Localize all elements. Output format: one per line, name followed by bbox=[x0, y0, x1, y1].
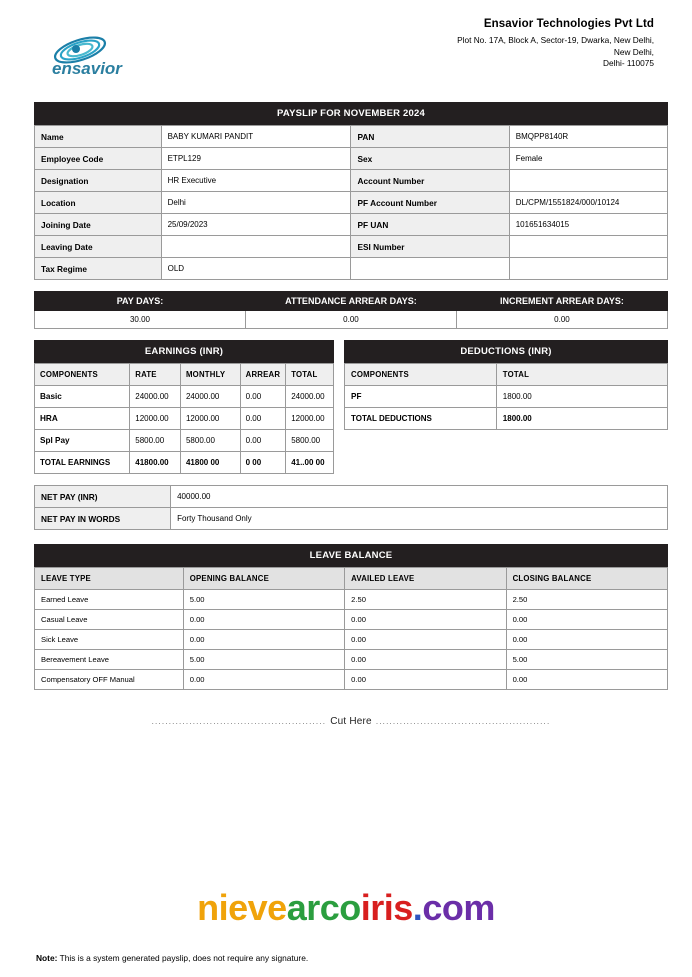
earnings-rate: 12000.00 bbox=[130, 408, 181, 430]
detail-value bbox=[509, 236, 667, 258]
net-pay-value: 40000.00 bbox=[171, 486, 668, 508]
earnings-total: 5800.00 bbox=[286, 430, 334, 452]
earnings-arrear: 0.00 bbox=[240, 408, 286, 430]
leave-availed: 0.00 bbox=[345, 670, 506, 690]
leave-type: Earned Leave bbox=[35, 590, 184, 610]
leave-opening: 5.00 bbox=[183, 650, 344, 670]
leave-closing: 2.50 bbox=[506, 590, 667, 610]
deductions-title: DEDUCTIONS (INR) bbox=[344, 340, 668, 363]
earnings-total-rate: 41800.00 bbox=[130, 452, 181, 474]
table-row bbox=[35, 126, 668, 148]
leave-availed: 0.00 bbox=[345, 610, 506, 630]
net-pay-words-value: Forty Thousand Only bbox=[171, 508, 668, 530]
table-row bbox=[35, 590, 668, 610]
detail-value: Female bbox=[509, 148, 667, 170]
company-address-line-1: Plot No. 17A, Block A, Sector-19, Dwarka, New Delhi, bbox=[457, 35, 654, 45]
pay-days-label: PAY DAYS: bbox=[35, 292, 246, 311]
deductions-total-label: TOTAL DEDUCTIONS bbox=[345, 408, 497, 430]
leave-header-availed: AVAILED LEAVE bbox=[345, 568, 506, 590]
leave-opening: 0.00 bbox=[183, 670, 344, 690]
document-header bbox=[34, 10, 668, 92]
earnings-total: 12000.00 bbox=[286, 408, 334, 430]
payslip-details-section bbox=[34, 102, 668, 280]
leave-type: Casual Leave bbox=[35, 610, 184, 630]
leave-balance-section bbox=[34, 544, 668, 690]
footer-note-label: Note: bbox=[36, 953, 58, 963]
leave-availed: 0.00 bbox=[345, 630, 506, 650]
attendance-arrear-days-label: ATTENDANCE ARREAR DAYS: bbox=[245, 292, 456, 311]
table-row bbox=[35, 236, 668, 258]
net-pay-section bbox=[34, 485, 668, 530]
table-row bbox=[35, 364, 334, 386]
table-row bbox=[35, 214, 668, 236]
payslip-title: PAYSLIP FOR NOVEMBER 2024 bbox=[34, 102, 668, 125]
earnings-monthly: 24000.00 bbox=[180, 386, 240, 408]
watermark-part-4: . bbox=[412, 887, 423, 928]
detail-value: BMQPP8140R bbox=[509, 126, 667, 148]
detail-label: PAN bbox=[351, 126, 509, 148]
increment-arrear-days-value: 0.00 bbox=[456, 311, 667, 329]
table-row bbox=[35, 292, 668, 311]
table-row bbox=[35, 650, 668, 670]
leave-closing: 0.00 bbox=[506, 610, 667, 630]
earnings-rate: 24000.00 bbox=[130, 386, 181, 408]
net-pay-label: NET PAY (INR) bbox=[35, 486, 171, 508]
earnings-total-label: TOTAL EARNINGS bbox=[35, 452, 130, 474]
table-row bbox=[35, 610, 668, 630]
cut-here-divider bbox=[34, 716, 668, 727]
table-row bbox=[35, 148, 668, 170]
leave-header-opening: OPENING BALANCE bbox=[183, 568, 344, 590]
footer-note-text: This is a system generated payslip, does not require any signature. bbox=[59, 953, 309, 963]
table-row bbox=[35, 386, 334, 408]
table-row bbox=[35, 508, 668, 530]
detail-label: Joining Date bbox=[35, 214, 162, 236]
leave-header-type: LEAVE TYPE bbox=[35, 568, 184, 590]
leave-type: Sick Leave bbox=[35, 630, 184, 650]
days-table bbox=[34, 291, 668, 329]
earnings-total-arrear: 0 00 bbox=[240, 452, 286, 474]
table-row bbox=[35, 192, 668, 214]
watermark-part-5: com bbox=[422, 887, 495, 928]
detail-label: Tax Regime bbox=[35, 258, 162, 280]
detail-label: Employee Code bbox=[35, 148, 162, 170]
leave-header-closing: CLOSING BALANCE bbox=[506, 568, 667, 590]
earnings-total: 24000.00 bbox=[286, 386, 334, 408]
detail-value: HR Executive bbox=[161, 170, 351, 192]
leave-balance-title: LEAVE BALANCE bbox=[34, 544, 668, 567]
earnings-component: HRA bbox=[35, 408, 130, 430]
table-row bbox=[35, 170, 668, 192]
detail-label: Designation bbox=[35, 170, 162, 192]
attendance-arrear-days-value: 0.00 bbox=[245, 311, 456, 329]
company-address-line-3: Delhi- 110075 bbox=[602, 58, 654, 68]
table-row bbox=[35, 311, 668, 329]
table-row bbox=[35, 486, 668, 508]
detail-value: Delhi bbox=[161, 192, 351, 214]
company-name: Ensavior Technologies Pvt Ltd bbox=[483, 18, 654, 30]
leave-type: Bereavement Leave bbox=[35, 650, 184, 670]
table-row bbox=[35, 568, 668, 590]
detail-value: OLD bbox=[161, 258, 351, 280]
table-row bbox=[35, 258, 668, 280]
earnings-monthly: 12000.00 bbox=[180, 408, 240, 430]
pay-days-value: 30.00 bbox=[35, 311, 246, 329]
detail-label: Sex bbox=[351, 148, 509, 170]
deductions-header-total: TOTAL bbox=[496, 364, 667, 386]
detail-value bbox=[509, 258, 667, 280]
leave-opening: 5.00 bbox=[183, 590, 344, 610]
leave-opening: 0.00 bbox=[183, 610, 344, 630]
table-row bbox=[35, 670, 668, 690]
earnings-header-rate: RATE bbox=[130, 364, 181, 386]
earnings-table bbox=[34, 363, 334, 474]
net-pay-words-label: NET PAY IN WORDS bbox=[35, 508, 171, 530]
deductions-component: PF bbox=[345, 386, 497, 408]
detail-value bbox=[509, 170, 667, 192]
detail-label: Leaving Date bbox=[35, 236, 162, 258]
detail-value: 25/09/2023 bbox=[161, 214, 351, 236]
employee-details-table bbox=[34, 125, 668, 280]
increment-arrear-days-label: INCREMENT ARREAR DAYS: bbox=[456, 292, 667, 311]
detail-label: PF Account Number bbox=[351, 192, 509, 214]
deductions-header-components: COMPONENTS bbox=[345, 364, 497, 386]
earnings-header-total: TOTAL bbox=[286, 364, 334, 386]
ensavior-logo-icon bbox=[46, 32, 166, 78]
cut-here-dots-right: ................................................... bbox=[375, 717, 551, 726]
detail-value bbox=[161, 236, 351, 258]
table-row bbox=[35, 408, 334, 430]
earnings-component: Spl Pay bbox=[35, 430, 130, 452]
deductions-table bbox=[344, 363, 668, 430]
company-logo bbox=[34, 18, 184, 78]
leave-opening: 0.00 bbox=[183, 630, 344, 650]
leave-closing: 5.00 bbox=[506, 650, 667, 670]
detail-label bbox=[351, 258, 509, 280]
earnings-total-monthly: 41800 00 bbox=[180, 452, 240, 474]
days-section bbox=[34, 291, 668, 329]
detail-label: Account Number bbox=[351, 170, 509, 192]
table-row bbox=[345, 408, 668, 430]
table-row bbox=[35, 452, 334, 474]
leave-type: Compensatory OFF Manual bbox=[35, 670, 184, 690]
deductions-block bbox=[344, 340, 668, 430]
detail-label: Name bbox=[35, 126, 162, 148]
leave-availed: 2.50 bbox=[345, 590, 506, 610]
earnings-component: Basic bbox=[35, 386, 130, 408]
watermark-part-2: arco bbox=[286, 887, 361, 928]
leave-availed: 0.00 bbox=[345, 650, 506, 670]
detail-value: BABY KUMARI PANDIT bbox=[161, 126, 351, 148]
detail-label: PF UAN bbox=[351, 214, 509, 236]
earnings-title: EARNINGS (INR) bbox=[34, 340, 334, 363]
table-row bbox=[345, 364, 668, 386]
earnings-monthly: 5800.00 bbox=[180, 430, 240, 452]
detail-label: Location bbox=[35, 192, 162, 214]
earnings-rate: 5800.00 bbox=[130, 430, 181, 452]
net-pay-table bbox=[34, 485, 668, 530]
detail-label: ESI Number bbox=[351, 236, 509, 258]
company-info bbox=[457, 18, 668, 70]
earnings-header-arrear: ARREAR bbox=[240, 364, 286, 386]
earnings-arrear: 0.00 bbox=[240, 430, 286, 452]
earnings-block bbox=[34, 340, 334, 474]
watermark-part-1: nieve bbox=[197, 887, 287, 928]
company-address-line-2: New Delhi, bbox=[613, 46, 654, 57]
watermark-part-3: iris bbox=[360, 887, 413, 928]
cut-here-label: Cut Here bbox=[330, 716, 372, 727]
leave-closing: 0.00 bbox=[506, 670, 667, 690]
earnings-arrear: 0.00 bbox=[240, 386, 286, 408]
table-row bbox=[345, 386, 668, 408]
earnings-header-components: COMPONENTS bbox=[35, 364, 130, 386]
cut-here-dots-left: ................................................... bbox=[151, 717, 327, 726]
leave-closing: 0.00 bbox=[506, 630, 667, 650]
deductions-total-value: 1800.00 bbox=[496, 408, 667, 430]
earnings-deductions-section bbox=[34, 340, 668, 474]
leave-balance-table bbox=[34, 567, 668, 690]
earnings-total-total: 41..00 00 bbox=[286, 452, 334, 474]
table-row bbox=[35, 630, 668, 650]
earnings-header-monthly: MONTHLY bbox=[180, 364, 240, 386]
footer-note bbox=[36, 953, 308, 963]
detail-value: DL/CPM/1551824/000/10124 bbox=[509, 192, 667, 214]
svg-text:ensavior: ensavior bbox=[52, 59, 122, 78]
deductions-total: 1800.00 bbox=[496, 386, 667, 408]
detail-value: 101651634015 bbox=[509, 214, 667, 236]
detail-value: ETPL129 bbox=[161, 148, 351, 170]
table-row bbox=[35, 430, 334, 452]
watermark bbox=[0, 887, 692, 929]
